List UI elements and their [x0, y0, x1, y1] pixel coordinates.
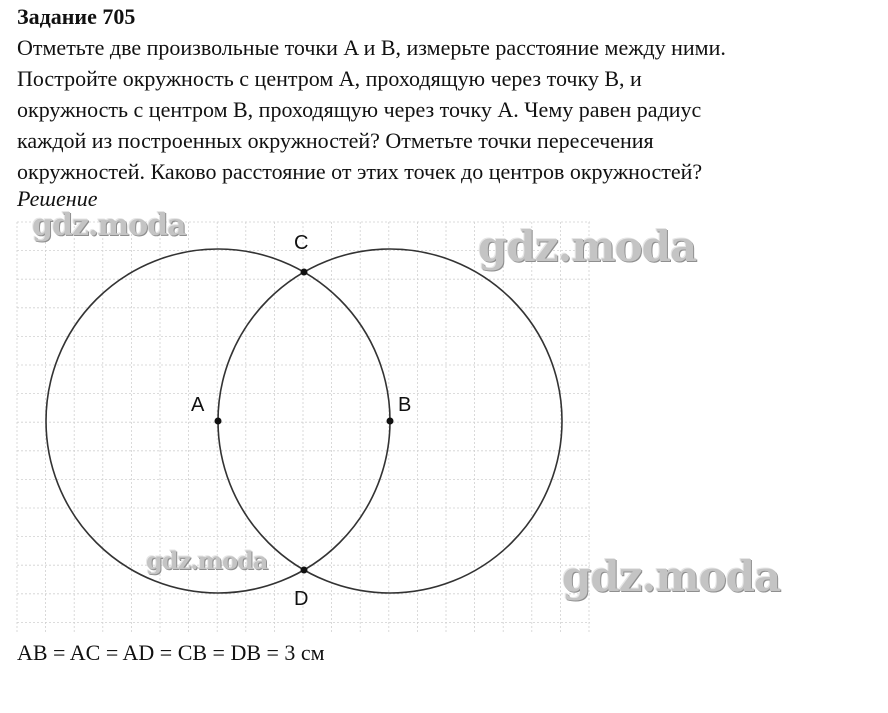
solution-label: Решение [17, 186, 98, 211]
point-c-dot [301, 269, 308, 276]
task-line: Постройте окружность с центром A, проходящую через точку B, и [17, 66, 642, 91]
answer-line: AB = AC = AD = CB = DB = 3 см [17, 640, 325, 665]
point-label-b: B [398, 394, 412, 416]
watermark: gdz.moda [146, 546, 268, 575]
point-label-d: D [294, 588, 309, 610]
point-b-dot [387, 418, 394, 425]
watermark: gdz.moda [562, 552, 781, 601]
task-line: каждой из построенных окружностей? Отметьте точки пересечения [17, 128, 654, 153]
point-a-dot [215, 418, 222, 425]
point-d-dot [301, 567, 308, 574]
watermark: gdz.moda [32, 208, 186, 243]
task-line: окружностей. Каково расстояние от этих точек до центров окружностей? [17, 159, 703, 184]
task-line: Отметьте две произвольные точки A и B, измерьте расстояние между ними. [17, 35, 726, 60]
point-label-a: A [191, 394, 205, 416]
watermark: gdz.moda [478, 222, 697, 271]
point-label-c: C [294, 232, 309, 254]
task-title: Задание 705 [17, 4, 136, 29]
task-line: окружность с центром B, проходящую через точку A. Чему равен радиус [17, 97, 702, 122]
